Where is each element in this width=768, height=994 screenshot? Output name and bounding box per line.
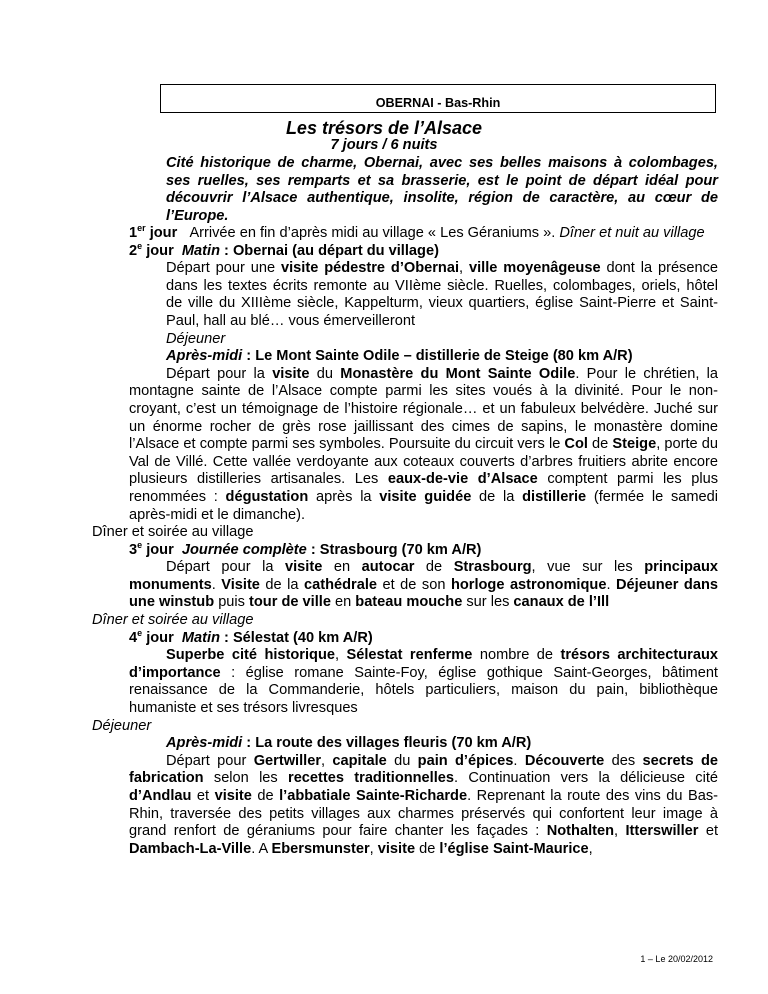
day2-lunch: Déjeuner [166, 330, 226, 347]
day3-evening: Dîner et soirée au village [92, 612, 254, 629]
day2-morning-heading: 2e jour Matin : Obernai (au départ du village) [129, 240, 439, 259]
document-subtitle: 7 jours / 6 nuits [330, 137, 438, 153]
day2-afternoon-text: Départ pour la visite du Monastère du Mont Sainte Odile. Pour le chrétien, la montagne sainte de l’Alsace compte parmi les sites voués à la divinité. Pour le non-croyant, c’est un témoignage de l’histoire régionale… et un fabuleux belvédère. Juché sur un énorme rocher de grès rose jaillissant des cimes de sapins, le monastère domine l’Alsace et compte parmi ses symboles. Poursuite du circuit vers le Col de Steige, porte du Val de Villé. Cette vallée verdoyante aux coteaux couverts d’arbres fruitiers abrite encore plusieurs distilleries artisanales. Les eaux-de-vie d’Alsace comptent parmi les plus renommées : dégustation après la visite guidée de la distillerie (fermée le samedi après-midi et le dimanche). [129, 365, 719, 523]
location-header-box [160, 84, 716, 113]
document-title: Les trésors de l’Alsace [285, 118, 483, 138]
day4-morning-text: Superbe cité historique, Sélestat renferme nombre de trésors architecturaux d’importance : église romane Sainte-Foy, église gothique Saint-Georges, bâtiment renaissance de la Commanderie, hôtels particuliers, maison du pain, bibliothèque humaniste et ses trésors livresques [129, 647, 718, 717]
day1-text: Arrivée en fin d’après midi au village « Les Géraniums ». [189, 225, 556, 241]
itinerary [92, 223, 719, 858]
location-header: OBERNAI - Bas-Rhin [375, 96, 501, 110]
day3-heading: 3e jour Journée complète : Strasbourg (70 km A/R) [129, 539, 482, 558]
day2-afternoon-heading: Après-midi : Le Mont Sainte Odile – distillerie de Steige (80 km A/R) [166, 348, 633, 365]
day1-heading: 1er jour [129, 223, 178, 241]
intro-paragraph: Cité historique de charme, Obernai, avec ses belles maisons à colombages, ses ruelles, ses remparts et sa brasserie, est le point de départ idéal pour découvrir l’Alsace authentique, insolite, région de caractère, au cœur de l’Europe. [166, 155, 718, 224]
day4-afternoon-text: Départ pour Gertwiller, capitale du pain d’épices. Découverte des secrets de fabrication selon les recettes traditionnelles. Continuation vers la délicieuse cité d’Andlau et visite de l’abbatiale Sainte-Richarde. Reprenant la route des vins du Bas-Rhin, traversée des petits villages aux charmes préservés qui confortent leur image à grand renfort de géraniums pour faire chanter les façades : Nothalten, Itterswiller et Dambach-La-Ville. A Ebersmunster, visite de l’église Saint-Maurice, [129, 752, 719, 857]
day2-evening: Dîner et soirée au village [92, 524, 254, 541]
day4-lunch: Déjeuner [92, 717, 152, 734]
page-footer: 1 – Le 20/02/2012 [640, 954, 713, 964]
day1-paragraph [129, 225, 718, 243]
day1-evening: Dîner et nuit au village [559, 225, 705, 241]
day2-morning-text: Départ pour une visite pédestre d’Obernai, ville moyenâgeuse dont la présence dans les textes écrits remonte au VIIème siècle. Ruelles, colombages, oriels, hôtel de ville du XIIIème siècle, Kappelturm, vieux quartiers, église Saint-Pierre et Saint-Paul, hall au blé… vous émerveilleront [166, 260, 719, 329]
day4-afternoon-heading: Après-midi : La route des villages fleuris (70 km A/R) [166, 735, 532, 752]
day3-text: Départ pour la visite en autocar de Strasbourg, vue sur les principaux monuments. Visite de la cathédrale et de son horloge astronomique. Déjeuner dans une winstub puis tour de ville en bateau mouche sur les canaux de l’Ill [129, 559, 719, 611]
day4-heading: 4e jour Matin : Sélestat (40 km A/R) [129, 627, 373, 646]
